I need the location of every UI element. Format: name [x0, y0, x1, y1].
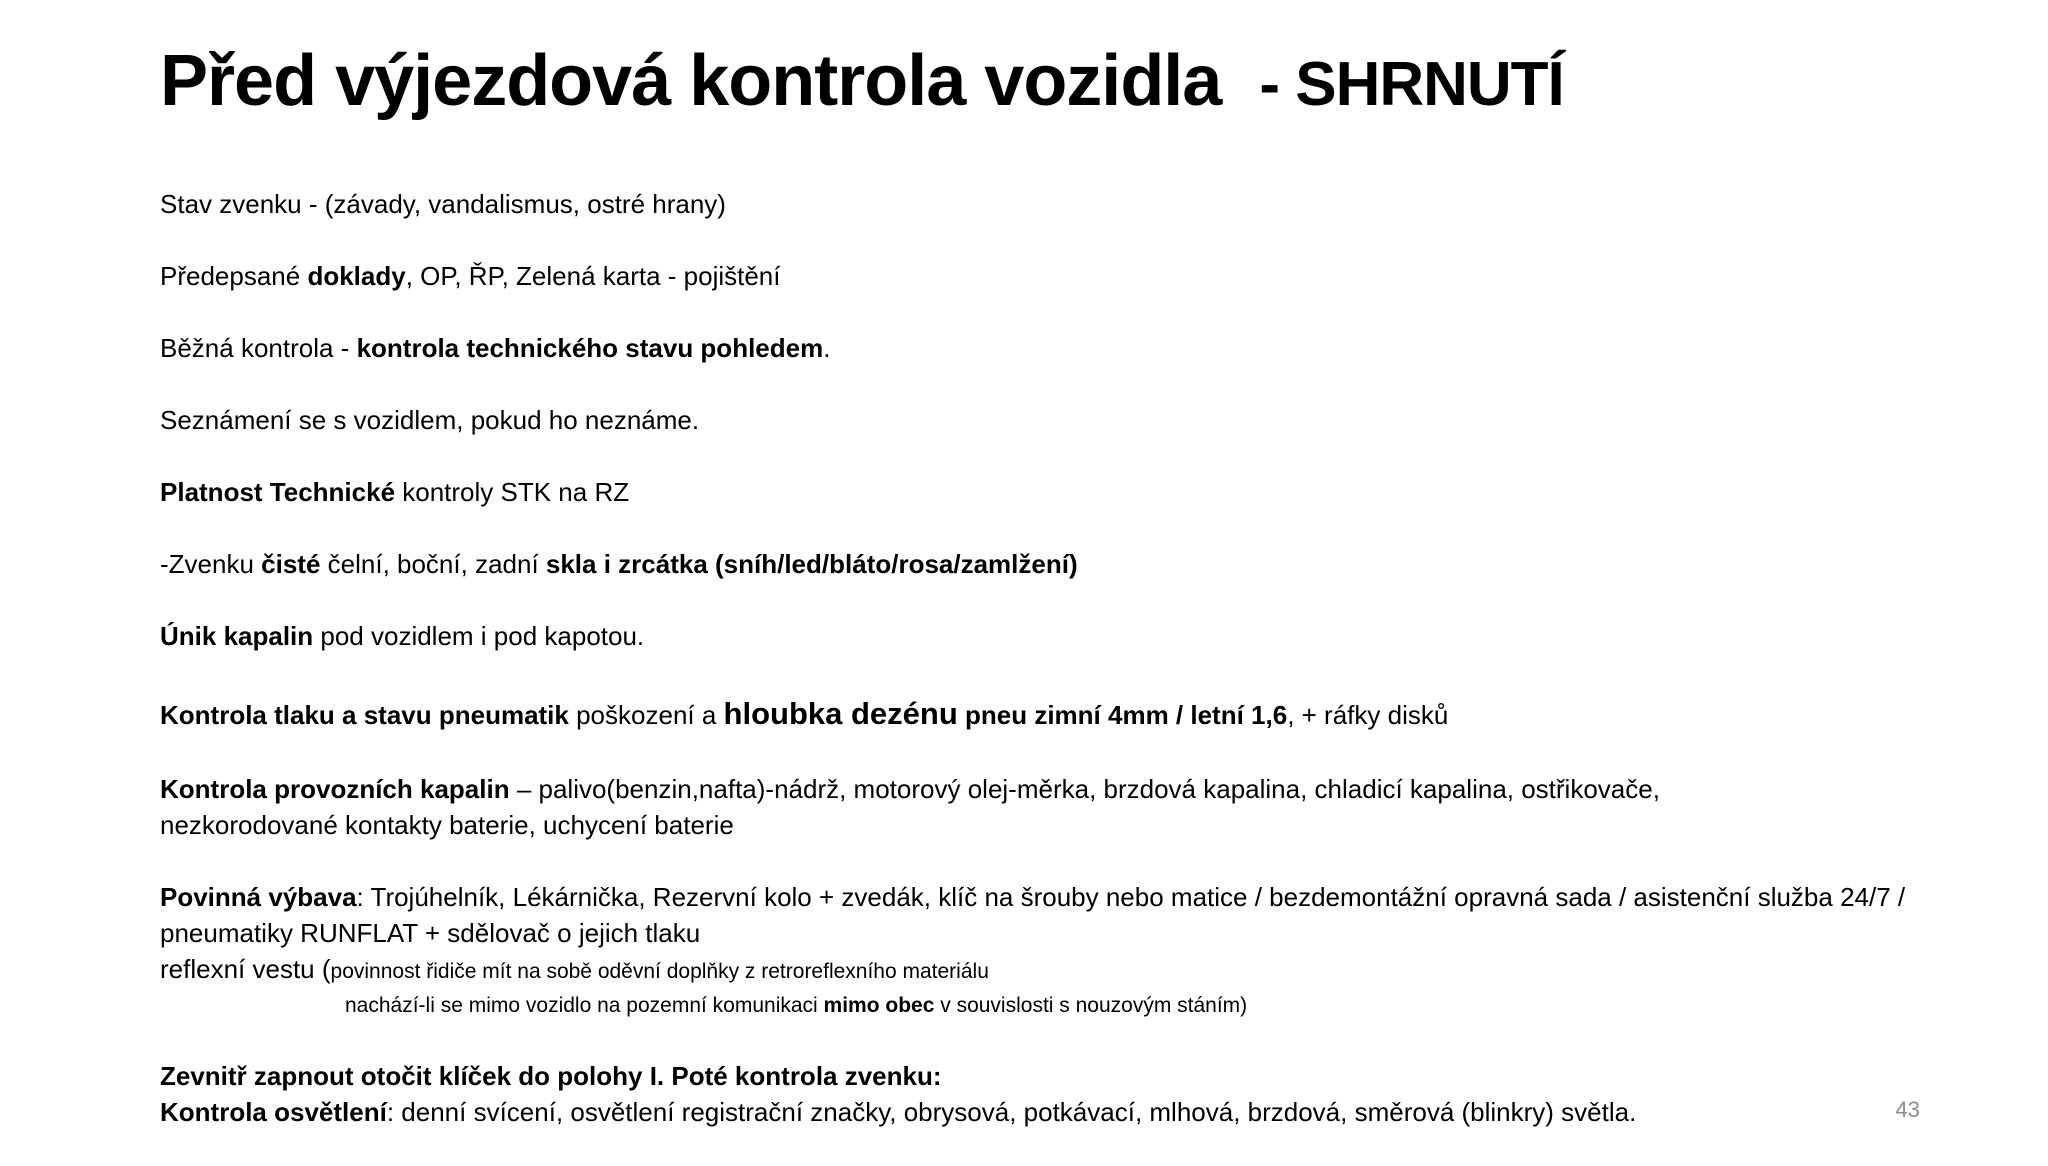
- item-bold: Únik kapalin: [160, 621, 314, 651]
- item-text: nezkorodované kontakty baterie, uchycení baterie: [160, 810, 734, 840]
- item-bold: Kontrola tlaku a stavu pneumatik: [160, 700, 569, 730]
- item-bold: skla i zrcátka (sníh/led/bláto/rosa/zamlžení): [545, 549, 1078, 579]
- item-text: -Zvenku: [160, 549, 262, 579]
- item-text: : denní svícení, osvětlení registrační značky, obrysová, potkávací, mlhová, brzdová, směrová (blinkry) světla.: [386, 1097, 1637, 1127]
- item-text: – palivo(benzin,nafta)-nádrž, motorový olej-měrka, brzdová kapalina, chladicí kapalina, ostřikovače,: [509, 774, 1660, 804]
- item-bold: pneu zimní 4mm / letní 1,6: [957, 700, 1288, 730]
- item-ignition: [160, 1058, 1920, 1094]
- item-routine-check: [160, 330, 1920, 366]
- item-lighting: [160, 1094, 1920, 1130]
- item-bold: mimo obec: [823, 994, 935, 1017]
- item-bold: doklady: [307, 261, 406, 291]
- item-bold: Povinná výbava: [160, 882, 357, 912]
- item-text: Předepsané: [160, 261, 308, 291]
- item-small-text: nachází-li se mimo vozidlo na pozemní komunikaci: [345, 994, 824, 1017]
- item-bold: čisté: [261, 549, 321, 579]
- item-bold: Platnost Technické: [160, 477, 396, 507]
- item-text: kontroly STK na RZ: [395, 477, 630, 507]
- item-mandatory-equipment: [160, 879, 1920, 1022]
- item-exterior-state: [160, 186, 1920, 222]
- item-fluid-leak: [160, 618, 1920, 654]
- page-number: 43: [1895, 1097, 1920, 1122]
- item-small-text: v souvislosti s nouzovým stáním): [934, 994, 1248, 1017]
- item-fluids: [160, 771, 1920, 843]
- item-indented-note: [160, 990, 1920, 1022]
- item-bold-large: hloubka dezénu: [723, 696, 958, 731]
- slide-body: [160, 186, 1920, 1166]
- item-text: pod vozidlem i pod kapotou.: [313, 621, 645, 651]
- item-text: .: [823, 333, 831, 363]
- item-text: Seznámení se s vozidlem, pokud ho neznáme.: [160, 405, 700, 435]
- item-bold: Kontrola provozních kapalin: [160, 774, 510, 804]
- item-vehicle-familiarization: [160, 402, 1920, 438]
- item-small-text: povinnost řidiče mít na sobě oděvní doplňky z retroreflexního materiálu: [330, 960, 989, 983]
- item-tires: [160, 696, 1920, 733]
- item-bold: Zevnitř zapnout otočit klíček do polohy I. Poté kontrola zvenku:: [160, 1061, 942, 1091]
- item-text: , OP, ŘP, Zelená karta - pojištění: [405, 261, 781, 291]
- title-main: Před výjezdová kontrola vozidla: [160, 41, 1222, 121]
- item-bold: kontrola technického stavu pohledem: [356, 333, 824, 363]
- item-text: poškození a: [568, 700, 724, 730]
- item-text: čelní, boční, zadní: [320, 549, 546, 579]
- item-documents: [160, 258, 1920, 294]
- item-text: : Trojúhelník, Lékárnička, Rezervní kolo + zvedák, klíč na šrouby nebo matice / bezdemontážní opravná sada / asistenční služba 24/7 / pneumatiky RUNFLAT + sdělovač o jejich tlaku: [160, 882, 1906, 948]
- item-text: , + ráfky disků: [1287, 700, 1449, 730]
- item-bold: Kontrola osvětlení: [160, 1097, 387, 1127]
- title-suffix: - SHRNUTÍ: [1259, 50, 1564, 119]
- item-technical-inspection: [160, 474, 1920, 510]
- slide-title: [160, 40, 1564, 122]
- item-text: reflexní vestu (: [160, 954, 331, 984]
- item-clean-windows: [160, 546, 1920, 582]
- item-text: Běžná kontrola -: [160, 333, 357, 363]
- item-text: Stav zvenku - (závady, vandalismus, ostré hrany): [160, 189, 726, 219]
